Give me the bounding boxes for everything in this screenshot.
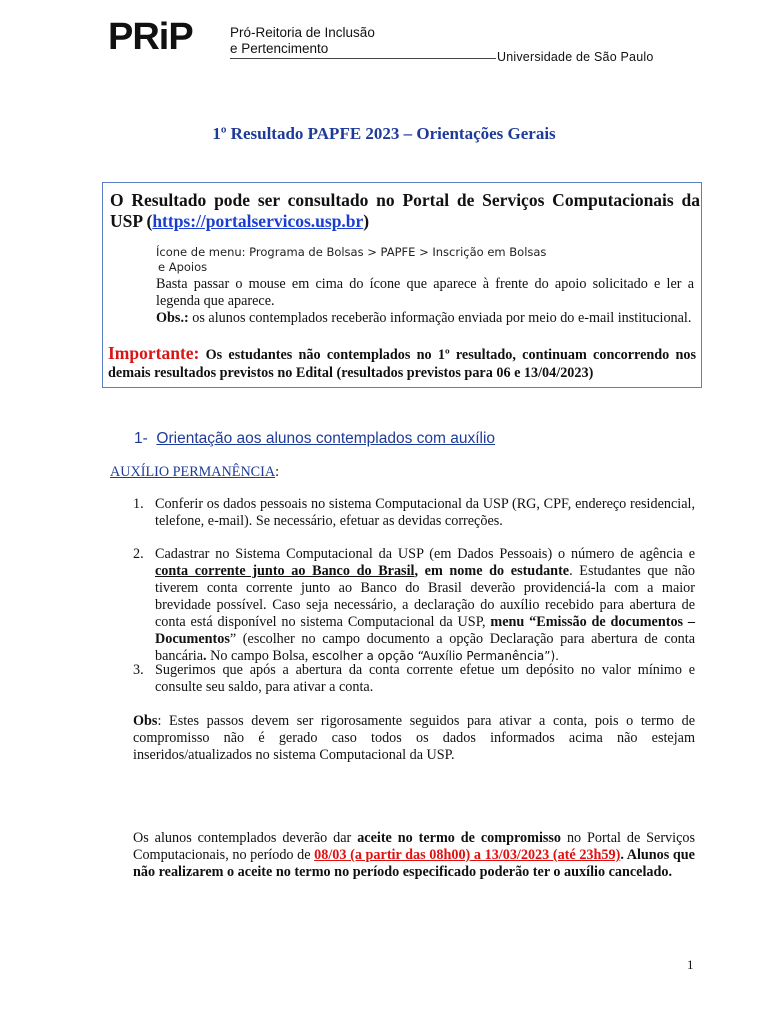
item2-period: . (203, 648, 207, 664)
menu-path-line-1: Ícone de menu: Programa de Bolsas > PAPFE > Inscrição em Bolsas (156, 245, 547, 259)
final-paragraph (133, 830, 695, 881)
lead-end: ) (363, 211, 370, 231)
item2-part4: No campo Bolsa, (206, 648, 312, 664)
menu-path-line-2: e Apoios (158, 260, 208, 274)
portal-link[interactable]: https://portalservicos.usp.br (152, 211, 364, 231)
important-label: Importante: (108, 343, 200, 363)
item2-part3: ” (escolher no campo documento a opção Declaração para abertura de conta bancária (155, 631, 695, 664)
auxilio-heading (110, 464, 279, 481)
hover-instructions: Basta passar o mouse em cima do ícone que aparece à frente do apoio solicitado e ler a legenda que aparece. (156, 276, 694, 309)
final-warning: . Alunos que não realizarem o aceite no termo no período especificado poderão ter o auxílio cancelado. (133, 847, 695, 880)
page-title: 1º Resultado PAPFE 2023 – Orientações Gerais (212, 124, 556, 143)
item-number-3: 3. (133, 662, 144, 678)
menu-path (156, 245, 656, 275)
important-text: Os estudantes não contemplados no 1º resultado, continuam concorrendo nos demais resultados previstos no Edital (resultados previstos para 06 e 13/04/2023) (108, 347, 696, 381)
item-number-2: 2. (133, 546, 144, 562)
list-item-1: Conferir os dados pessoais no sistema Computacional da USP (RG, CPF, endereço residencial, telefone, e-mail). Se necessário, efetuar as devidas correções. (155, 496, 695, 529)
item2-sans-part: escolher a opção “Auxílio Permanência”). (311, 649, 559, 663)
list-item-3: Sugerimos que após a abertura da conta corrente efetue um depósito no valor mínimo e consulte seu saldo, para ativar a conta. (155, 662, 695, 695)
lead-text: O Resultado pode ser consultado no Portal de Serviços Computacionais da USP ( (110, 190, 700, 231)
final-aceite: aceite no termo de compromisso (357, 830, 562, 846)
item2-part1: Cadastrar no Sistema Computacional da USP (em Dados Pessoais) o número de agência e (155, 546, 695, 562)
important-note (108, 344, 696, 382)
university-name: Universidade de São Paulo (497, 50, 654, 64)
org-name (230, 25, 375, 57)
auxilio-colon: : (275, 464, 280, 480)
list-item-2 (155, 546, 695, 665)
obs-note (156, 310, 694, 327)
obs-label: Obs.: (156, 310, 189, 326)
section-number: 1- (134, 430, 148, 447)
obs-paragraph (133, 713, 695, 764)
item2-student-name: , em nome do estudante (414, 563, 570, 579)
final-part2: no Portal de Serviços Computacionais, no período de (133, 830, 696, 863)
auxilio-label: AUXÍLIO PERMANÊNCIA (110, 464, 276, 480)
final-part1: Os alunos contemplados deverão dar (133, 830, 358, 846)
section-heading (134, 430, 495, 448)
org-line-2: e Pertencimento (230, 41, 329, 56)
page-number: 1 (687, 957, 694, 972)
item2-bank-account: conta corrente junto ao Banco do Brasil (155, 563, 415, 579)
item2-part2: . Estudantes que não tiverem conta corrente junto ao Banco do Brasil deverão providenciá-la com a maior brevidade possível. Caso seja necessário, a declaração do auxílio recebido para abertura de conta está disponível no sistema Computacional da USP, (155, 563, 696, 630)
obs2-text: : Estes passos devem ser rigorosamente seguidos para ativar a conta, pois o termo de compromisso não é gerado caso todos os dados informados acima não estejam inseridos/atualizados no sistema Computacional da USP. (133, 713, 695, 763)
obs2-label: Obs (133, 713, 158, 729)
lead-paragraph (110, 190, 700, 232)
item2-menu: menu “Emissão de documentos – Documentos (155, 614, 695, 647)
header-divider (230, 58, 496, 59)
section-title: Orientação aos alunos contemplados com auxílio (156, 430, 496, 447)
obs-text: os alunos contemplados receberão informação enviada por meio do e-mail institucional. (188, 310, 692, 326)
org-line-1: Pró-Reitoria de Inclusão (230, 25, 375, 40)
final-deadline: 08/03 (a partir das 08h00) a 13/03/2023 (até 23h59) (314, 847, 621, 863)
prip-logo: PRiP (108, 16, 193, 58)
item-number-1: 1. (133, 496, 144, 512)
